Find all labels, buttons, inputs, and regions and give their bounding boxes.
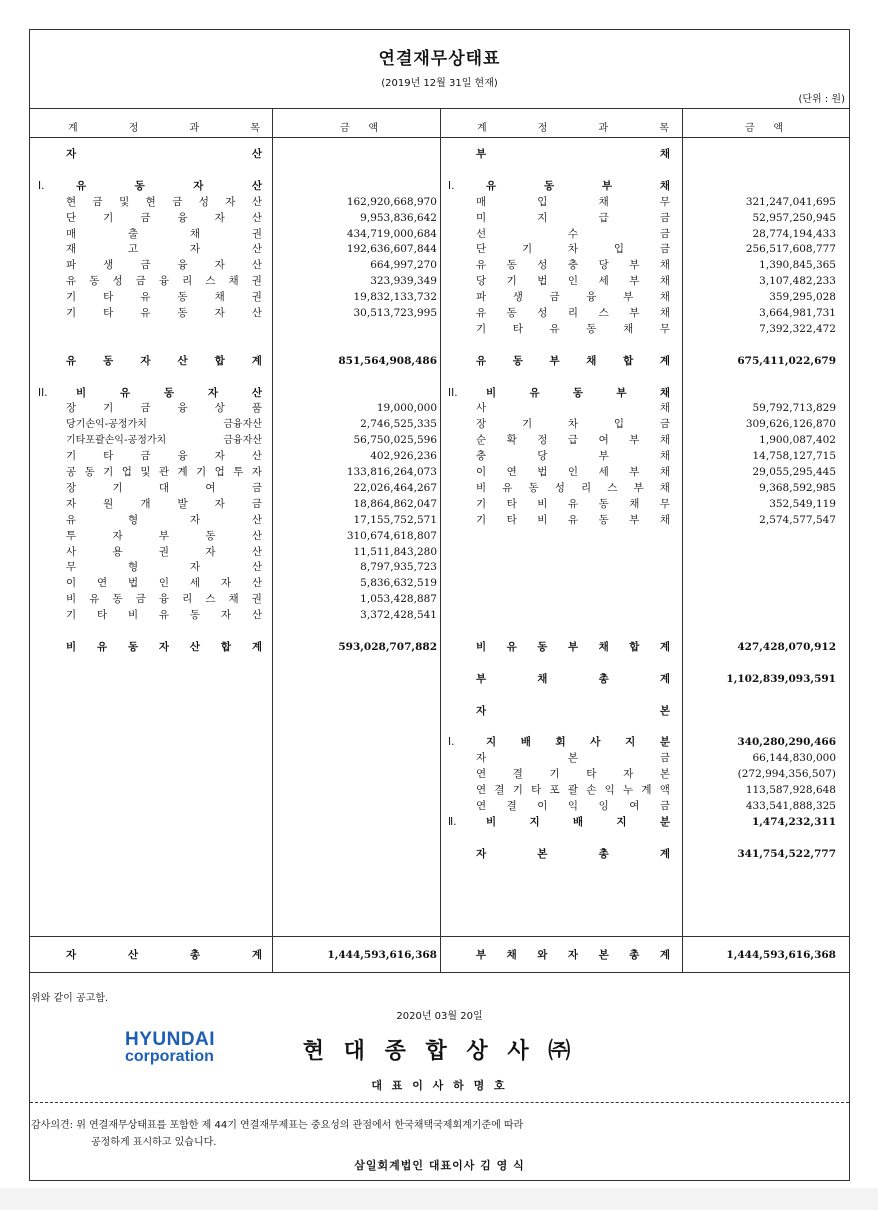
viewer-bottom-bar: [0, 1188, 878, 1210]
account-label: 기 타 유 동 채 무: [476, 322, 670, 335]
amount-value: 341,754,522,777: [737, 847, 836, 860]
table-row: [30, 560, 849, 575]
amount-value: 359,295,028: [769, 291, 836, 304]
table-row: [30, 195, 849, 210]
account-label: 파 생 금 융 자 산: [66, 259, 262, 272]
account-label: 자 산: [66, 148, 262, 160]
table-row: [30, 576, 849, 591]
table-row: [30, 401, 849, 416]
amount-value: 321,247,041,695: [745, 195, 836, 208]
account-label: 매 출 채 권: [66, 227, 262, 240]
amount-value: 56,750,025,596: [353, 434, 437, 447]
amount-value: 340,280,290,466: [737, 736, 836, 749]
table-row: [30, 481, 849, 496]
account-label: 장 기 금 융 상 품: [66, 402, 262, 415]
table-row: [30, 497, 849, 512]
account-label: 비 지 배 지 분: [486, 815, 670, 828]
amount-value: 323,939,349: [370, 275, 437, 288]
amount-value: 7,392,322,472: [759, 322, 836, 335]
account-label: 단 기 차 입 금: [476, 243, 670, 256]
statement-date: (2019년 12월 31일 현재): [381, 78, 498, 89]
account-label: 파 생 금 융 부 채: [476, 291, 670, 304]
amount-value: 3,107,482,233: [759, 275, 836, 288]
table-row: [30, 799, 849, 814]
statement-frame: [29, 29, 850, 1181]
amount-value: 19,832,133,732: [353, 291, 437, 304]
account-label: 비 유 동 성 리 스 부 채: [476, 481, 670, 494]
account-label: 자 본: [476, 704, 670, 717]
table-row: [30, 513, 849, 528]
account-label: 기 타 비 유 동 부 채: [476, 513, 670, 526]
auditor-name: 삼일회계법인 대표이사 김 영 식: [354, 1159, 525, 1172]
table-row: [30, 465, 849, 480]
amount-value: 192,636,607,844: [346, 243, 437, 256]
amount-value: 2,574,577,547: [759, 513, 836, 526]
table-row: [30, 417, 849, 432]
amount-value: 8,797,935,723: [360, 561, 437, 574]
section-number: II.: [448, 386, 458, 399]
account-label: 사 채: [476, 402, 670, 415]
total-assets-label: 자 산 총 계: [66, 949, 262, 961]
table-row: [30, 274, 849, 289]
account-label: 기 타 유 동 자 산: [66, 307, 262, 319]
amount-value: 1,390,845,365: [759, 259, 836, 272]
amount-value: 427,428,070,912: [737, 640, 836, 653]
account-label: 비 유 동 자 산: [76, 386, 262, 399]
divider: [30, 1102, 849, 1103]
unit-label: (단위 : 원): [798, 94, 845, 105]
amount-value: 1,053,428,887: [360, 593, 437, 606]
table-row: [30, 242, 849, 257]
table-row: [30, 640, 849, 655]
left-amount-header: 금 액: [340, 123, 378, 134]
account-label: 유 형 자 산: [66, 513, 262, 526]
table-row: [30, 847, 849, 862]
amount-value: 310,674,618,807: [346, 529, 437, 542]
amount-value: 11,511,843,280: [353, 545, 437, 558]
account-label: 무 형 자 산: [66, 561, 262, 574]
account-label: 연 결 기 타 포 괄 손 익 누 계 액: [476, 784, 670, 796]
company-name: 현 대 종 합 상 사 ㈜: [302, 1039, 577, 1064]
table-row: [30, 227, 849, 242]
table-row: [30, 306, 849, 321]
amount-value: 352,549,119: [769, 497, 836, 510]
table-row: [30, 354, 849, 369]
account-label: 기 타 비 유 동 채 무: [476, 497, 670, 510]
amount-value: 17,155,752,571: [353, 513, 437, 526]
account-label: 비 유 동 자 산 합 계: [66, 640, 262, 653]
account-label: 비 유 동 부 채: [486, 386, 670, 399]
amount-value: 256,517,608,777: [745, 243, 836, 256]
account-label: 부 채 총 계: [476, 672, 670, 685]
amount-value: 675,411,022,679: [737, 354, 836, 367]
right-account-header: 계 정 과 목: [477, 123, 669, 134]
amount-value: 133,816,264,073: [346, 466, 437, 478]
table-row: [30, 751, 849, 766]
amount-value: 309,626,126,870: [745, 418, 836, 431]
table-row: [30, 783, 849, 798]
totals-row: [30, 948, 849, 963]
table-row: [30, 704, 849, 719]
account-label: 재 고 자 산: [66, 243, 262, 256]
table-row: [30, 449, 849, 464]
amount-value: 19,000,000: [376, 402, 437, 415]
table-row: [30, 433, 849, 448]
account-label: 사 용 권 자 산: [66, 545, 262, 558]
account-label: 장 기 차 입 금: [476, 418, 670, 431]
amount-value: 28,774,194,433: [752, 227, 836, 240]
section-number: II.: [38, 386, 48, 399]
amount-value: 14,758,127,715: [752, 450, 836, 463]
amount-value: 59,792,713,829: [752, 402, 836, 415]
amount-value: 593,028,707,882: [338, 640, 437, 653]
company-logo: HYUNDAI corporation: [125, 1029, 216, 1065]
total-liabilities-equity-label: 부 채 와 자 본 총 계: [476, 949, 670, 961]
amount-value: 29,055,295,445: [752, 466, 836, 478]
account-label: 자 본 총 계: [476, 847, 670, 860]
page-title: 연결재무상태표: [378, 49, 501, 69]
table-row: [30, 529, 849, 544]
amount-value: 1,474,232,311: [751, 815, 836, 828]
amount-value: 52,957,250,945: [752, 211, 836, 224]
total-liabilities-equity-amount: 1,444,593,616,368: [726, 949, 836, 961]
section-number: Ⅱ.: [448, 815, 457, 828]
account-label: 이 연 법 인 세 자 산: [66, 577, 262, 590]
account-label: 공 동 기 업 및 관 계 기 업 투 자: [66, 466, 262, 478]
account-label: 유 동 성 충 당 부 채: [476, 259, 670, 272]
account-label: 유 동 성 금 융 리 스 채 권: [66, 275, 262, 288]
table-row: [30, 386, 849, 401]
account-label: 기타포괄손익-공정가치 금융자산: [66, 435, 262, 447]
amount-value: 3,664,981,731: [759, 307, 836, 319]
audit-opinion: 감사의견: 위 연결재무상태표를 포함한 제 44기 연결재무제표는 중요성의 관점에서 한국채택국제회계기준에 따라 공정하게 표시하고 있습니다.: [31, 1120, 524, 1148]
amount-value: 66,144,830,000: [752, 752, 836, 765]
amount-value: 1,102,839,093,591: [726, 672, 836, 685]
amount-value: 22,026,464,267: [353, 481, 437, 494]
account-label: 당 기 법 인 세 부 채: [476, 275, 670, 288]
table-row: [30, 211, 849, 226]
total-assets-amount: 1,444,593,616,368: [327, 949, 437, 961]
amount-value: 851,564,908,486: [338, 354, 437, 367]
account-label: 장 기 대 여 금: [66, 481, 262, 494]
account-label: 이 연 법 인 세 부 채: [476, 466, 670, 478]
account-label: 부 채: [476, 148, 670, 160]
account-label: 유 동 자 산 합 계: [66, 354, 262, 367]
amount-value: 434,719,000,684: [346, 227, 437, 240]
table-row: [30, 767, 849, 782]
account-label: 유 동 성 리 스 부 채: [476, 307, 670, 319]
announcement-date: 2020년 03월 20일: [396, 1011, 483, 1022]
amount-value: 402,926,236: [370, 450, 437, 463]
account-label: 비 유 동 부 채 합 계: [476, 640, 670, 653]
right-amount-header: 금 액: [745, 123, 783, 134]
table-row: [30, 147, 849, 162]
account-label: 자 원 개 발 자 금: [66, 497, 262, 510]
amount-value: 664,997,270: [370, 259, 437, 272]
amount-value: 3,372,428,541: [360, 609, 437, 622]
table-row: [30, 290, 849, 305]
amount-value: 162,920,668,970: [346, 195, 437, 208]
account-label: 단 기 금 융 자 산: [66, 211, 262, 224]
amount-value: (272,994,356,507): [737, 768, 836, 781]
amount-value: 9,368,592,985: [759, 481, 836, 494]
amount-value: 433,541,888,325: [745, 799, 836, 812]
amount-value: 113,587,928,648: [745, 784, 836, 796]
table-row: [30, 258, 849, 273]
notice-text: 위와 같이 공고함.: [31, 993, 109, 1004]
table-row: [30, 672, 849, 687]
ceo-name: 대 표 이 사 하 명 호: [371, 1079, 508, 1092]
left-account-header: 계 정 과 목: [68, 123, 260, 134]
table-row: [30, 735, 849, 750]
table-row: [30, 608, 849, 623]
amount-value: 9,953,836,642: [360, 211, 437, 224]
account-label: 기 타 유 동 채 권: [66, 291, 262, 304]
account-label: 유 동 자 산: [76, 179, 262, 192]
account-label: 충 당 부 채: [476, 450, 670, 463]
section-number: I.: [448, 179, 455, 192]
account-label: 연 결 기 타 자 본: [476, 768, 670, 781]
amount-value: 5,836,632,519: [360, 577, 437, 590]
account-label: 순 확 정 급 여 부 채: [476, 434, 670, 447]
account-label: 기 타 비 유 동 자 산: [66, 609, 262, 622]
account-label: 연 결 이 익 잉 여 금: [476, 799, 670, 812]
account-label: 지 배 회 사 지 분: [486, 736, 670, 749]
table-row: [30, 815, 849, 830]
account-label: 선 수 금: [476, 227, 670, 240]
account-label: 유 동 부 채 합 계: [476, 354, 670, 367]
account-label: 현 금 및 현 금 성 자 산: [66, 195, 262, 208]
account-label: 매 입 채 무: [476, 195, 670, 208]
table-row: [30, 322, 849, 337]
table-row: [30, 592, 849, 607]
account-label: 자 본 금: [476, 752, 670, 765]
account-label: 기 타 금 융 자 산: [66, 450, 262, 463]
account-label: 투 자 부 동 산: [66, 529, 262, 542]
account-label: 미 지 급 금: [476, 211, 670, 224]
account-label: 유 동 부 채: [486, 179, 670, 192]
section-number: Ⅰ.: [448, 736, 455, 749]
account-label: 비 유 동 금 융 리 스 채 권: [66, 593, 262, 606]
balance-sheet-table: [30, 108, 849, 973]
amount-value: 18,864,862,047: [353, 497, 437, 510]
table-row: [30, 179, 849, 194]
amount-value: 30,513,723,995: [353, 307, 437, 319]
account-label: 당기손익-공정가치 금융자산: [66, 419, 262, 431]
amount-value: 2,746,525,335: [360, 418, 437, 431]
table-row: [30, 545, 849, 560]
amount-value: 1,900,087,402: [759, 434, 836, 447]
section-number: I.: [38, 179, 45, 192]
